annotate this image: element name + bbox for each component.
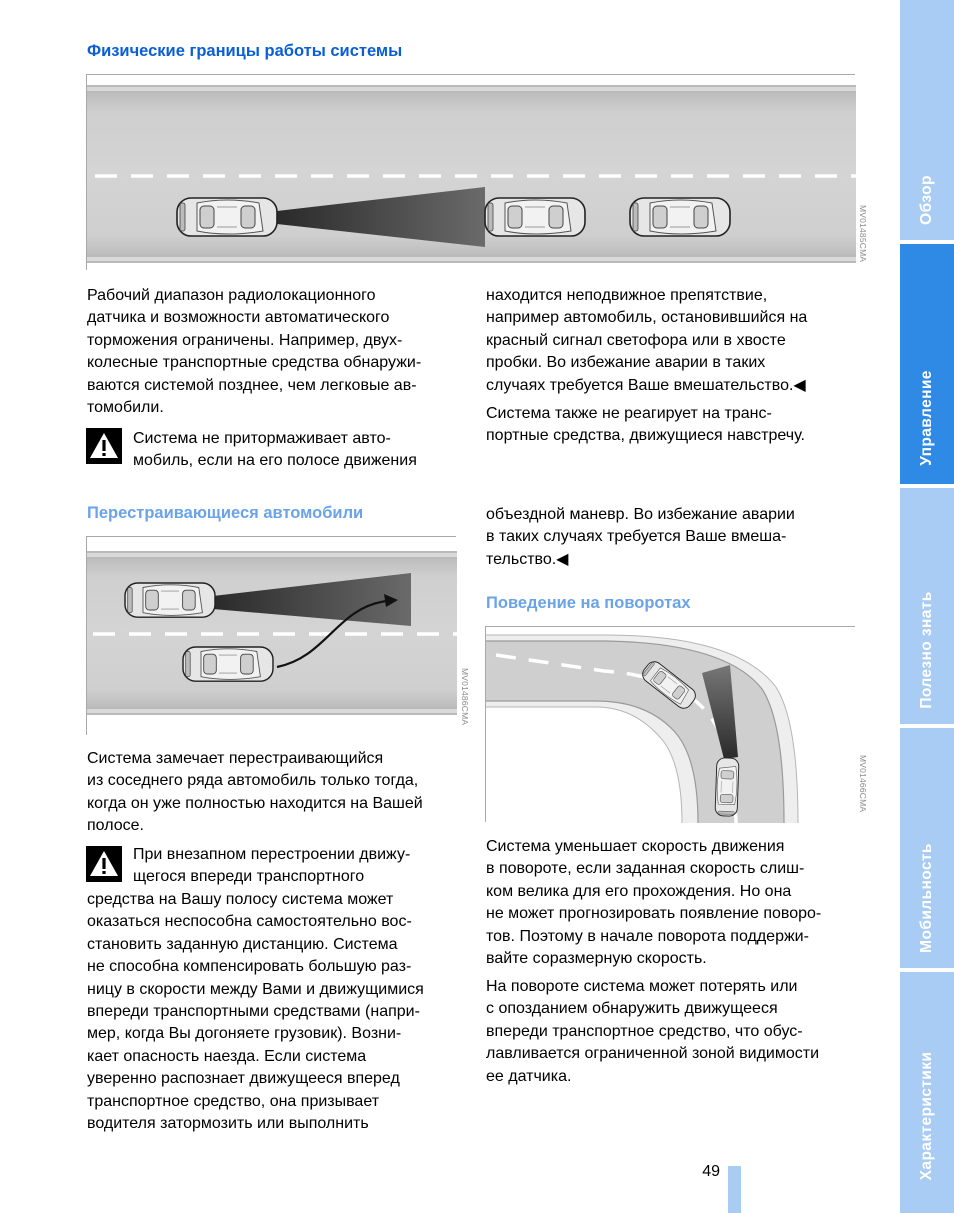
paragraph: Система уменьшает скорость движения в повороте, если заданная скорость слиш- ком велика для его прохождения. Но она не может прогнозировать появление поворо- тов. Поэтому в начале поворота поддержи- вайте соразмерную скорость. bbox=[486, 838, 822, 968]
figure-code: MV01486CMA bbox=[460, 668, 470, 726]
tab-useful-info[interactable]: Полезно знать bbox=[900, 488, 954, 724]
paragraph: находится неподвижное препятствие, например автомобиль, остановившийся на красный сигнал светофора или в хвосте пробки. Во избежание аварии в таких случаях требуется Ваше вмешательство.◀ bbox=[486, 287, 808, 394]
section-title-system-limits: Физические границы работы системы bbox=[87, 42, 403, 60]
warning-text: При внезапном перестроении движу- щегося впереди транспортного bbox=[133, 846, 411, 886]
tab-controls[interactable]: Управление bbox=[900, 244, 954, 484]
car-ahead bbox=[630, 198, 730, 236]
section-title-lane-change: Перестраивающиеся автомобили bbox=[87, 504, 364, 522]
own-car bbox=[715, 758, 739, 817]
tab-mobility[interactable]: Мобильность bbox=[900, 728, 954, 968]
page-marker bbox=[728, 1166, 741, 1213]
warning-text: средства на Вашу полосу система может оказаться неспособна самостоятельно вос- становить заданную дистанцию. Система не способна компенсировать большую раз- ницу в скорости между Вами и движущимися впереди транспортными средствами (напри- мер, когда Вы догоняете грузовик). Возни- кает опасность наезда. Если система уверенно распознает движущееся вперед транспортное средство, она призывает водителя затормозить или выполнить bbox=[87, 891, 424, 1133]
paragraph: объездной маневр. Во избежание аварии в таких случаях требуется Ваше вмеша- тельство.◀ bbox=[486, 506, 795, 568]
paragraph: Рабочий диапазон радиолокационного датчика и возможности автоматического торможения ограничены. Например, двух- колесные транспортные средства обнаружи- ваются системой позднее, чем легковые ав- томобили. bbox=[87, 287, 422, 417]
figure-curve-behavior bbox=[485, 626, 855, 822]
tab-specifications[interactable]: Характеристики bbox=[900, 972, 954, 1213]
figure-code: MV01466CMA bbox=[858, 755, 868, 813]
figure-radar-range bbox=[86, 74, 855, 270]
warning-triangle-icon bbox=[86, 846, 122, 882]
tab-overview[interactable]: Обзор bbox=[900, 0, 954, 240]
page-number: 49 bbox=[702, 1163, 720, 1180]
warning-text: Система не притормаживает авто- мобиль, если на его полосе движения bbox=[133, 430, 417, 470]
car-ahead bbox=[485, 198, 585, 236]
figure-lane-change bbox=[86, 536, 456, 735]
own-car bbox=[125, 583, 215, 617]
paragraph: Система замечает перестраивающийся из соседнего ряда автомобиль только тогда, когда он уже полностью находится на Вашей полосе. bbox=[87, 750, 423, 835]
paragraph: Система также не реагирует на транс- портные средства, движущиеся навстречу. bbox=[486, 405, 805, 445]
merging-car bbox=[183, 647, 273, 681]
paragraph: На повороте система может потерять или с опозданием обнаружить движущееся впереди транспортное средство, что обус- лавливается ограниченной зоной видимости ее датчика. bbox=[486, 978, 820, 1085]
section-title-curves: Поведение на поворотах bbox=[486, 594, 691, 612]
warning-triangle-icon bbox=[86, 428, 122, 464]
figure-code: MV01485CMA bbox=[858, 205, 868, 263]
own-car bbox=[177, 198, 277, 236]
